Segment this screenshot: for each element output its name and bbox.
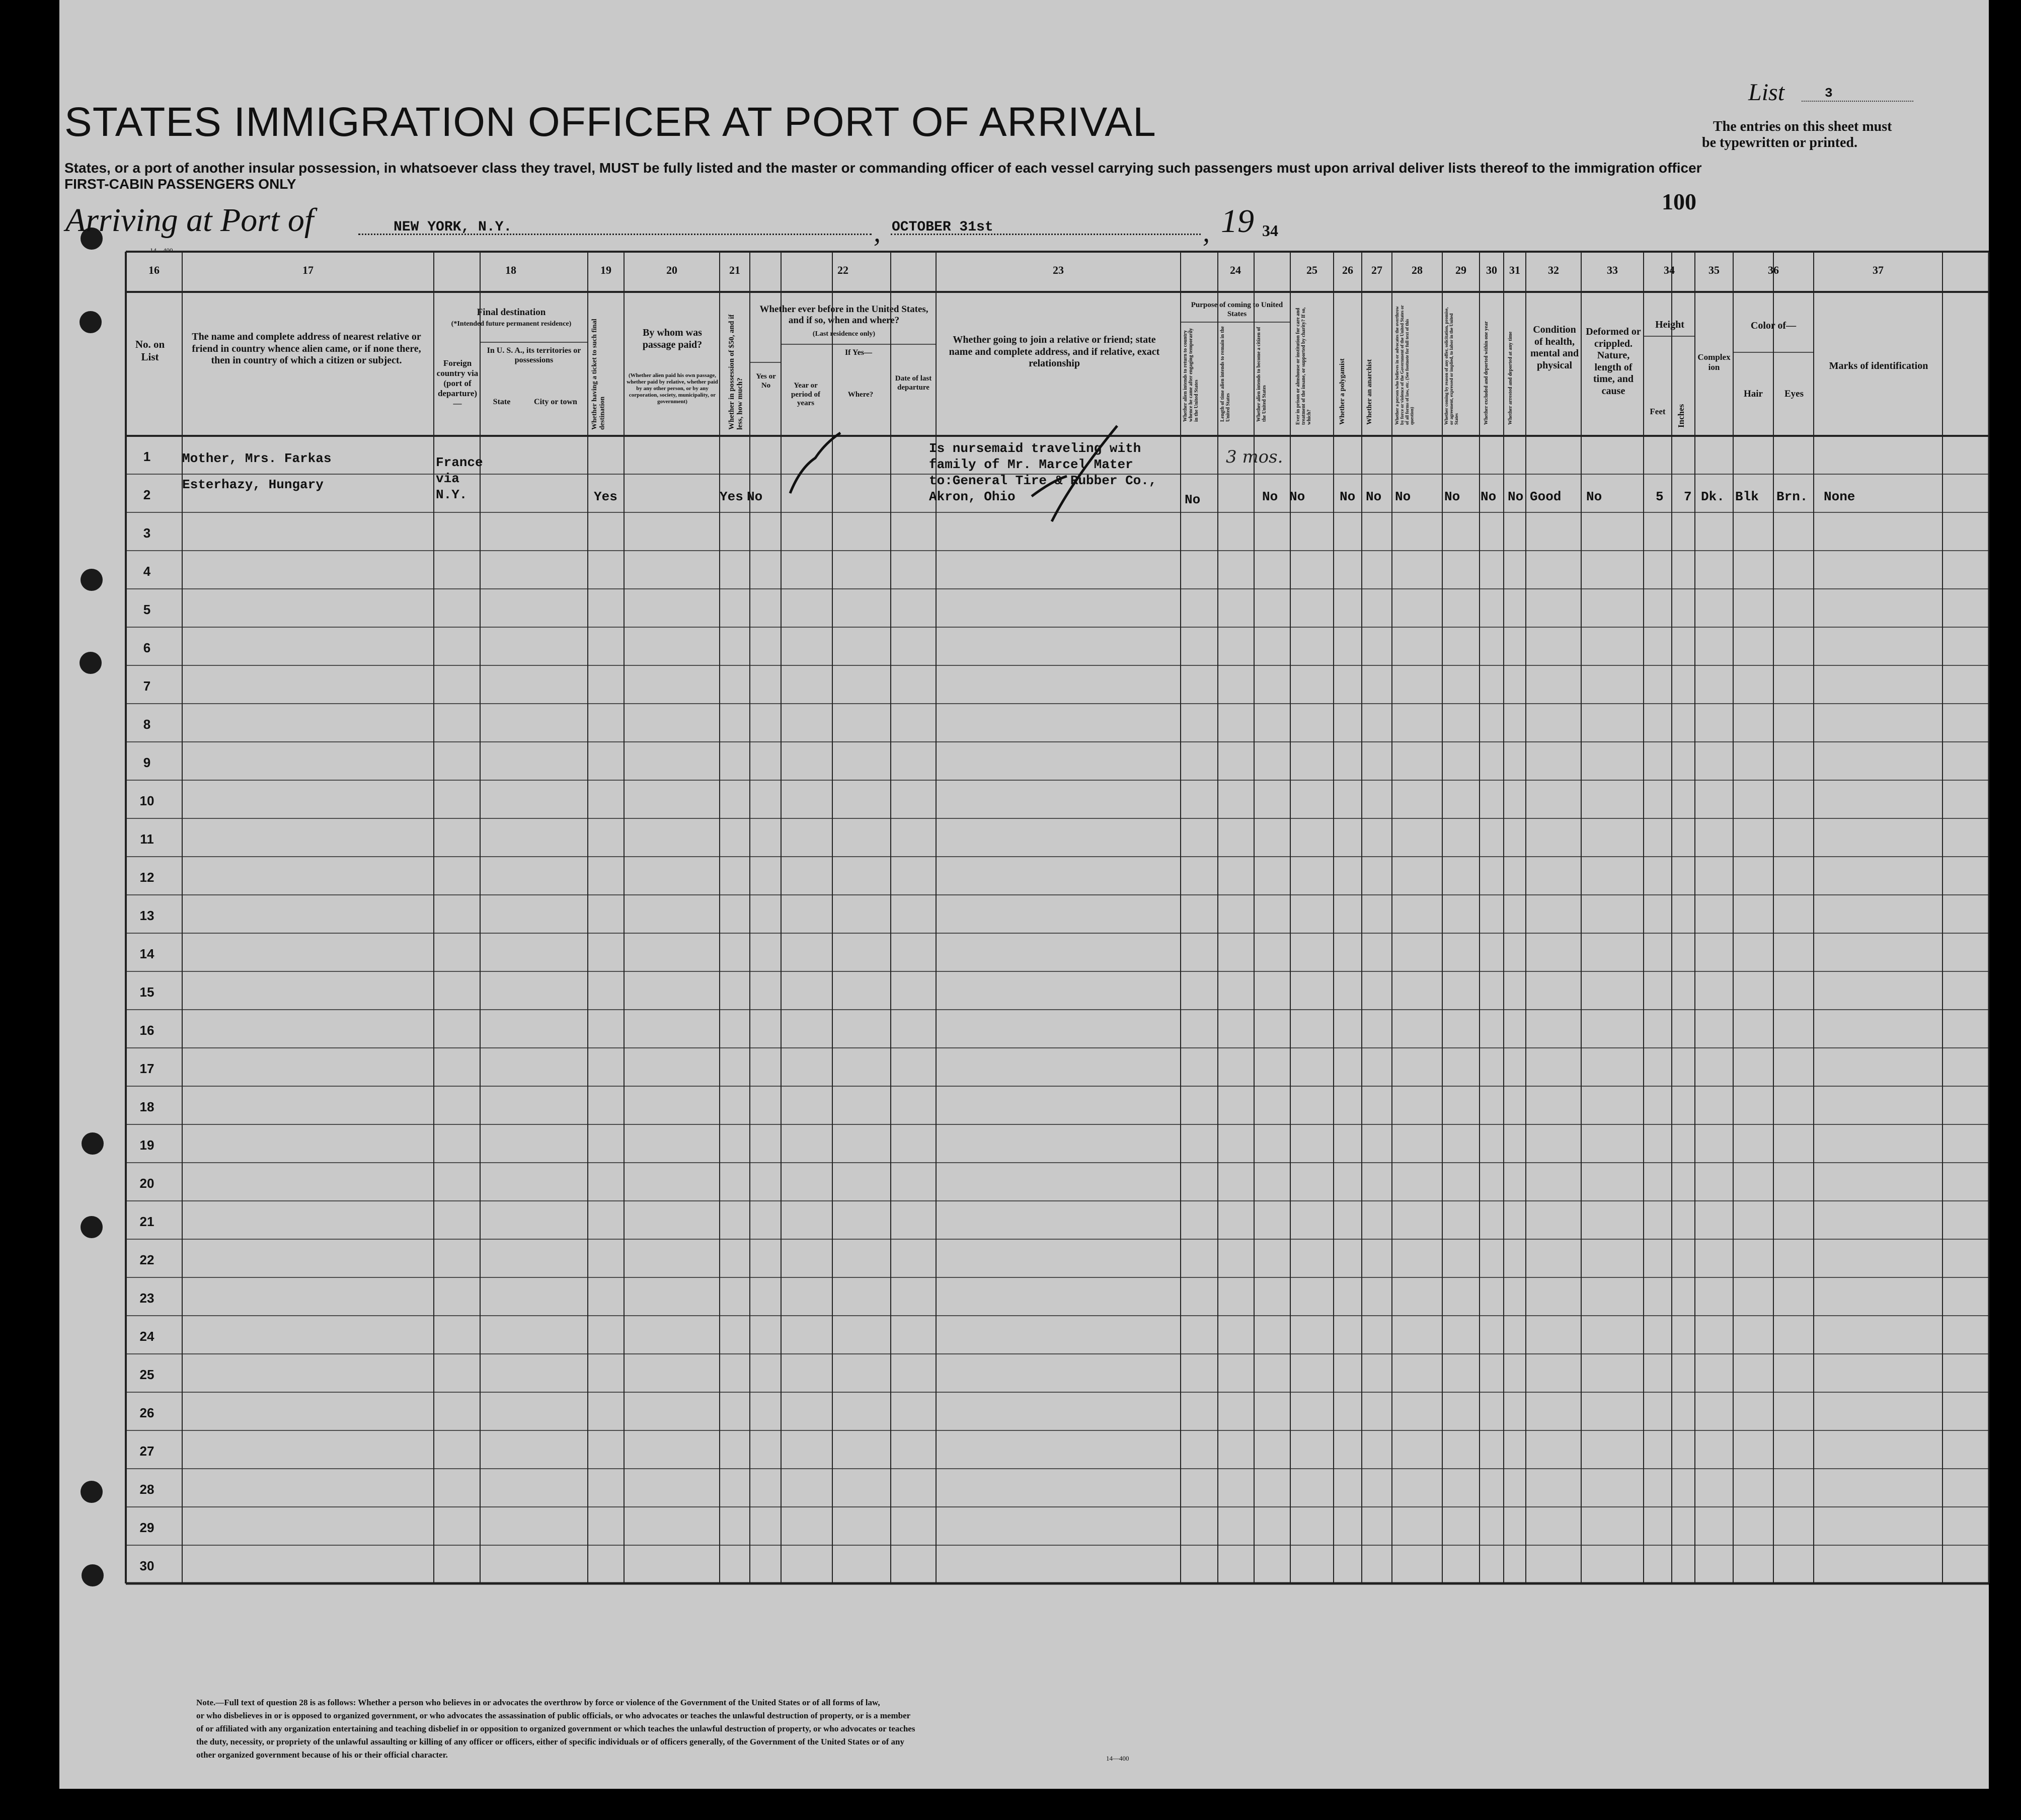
header-polygamist: Whether a polygamist [1339, 358, 1346, 425]
instruction-text: States, or a port of another insular possession, in whatsoever class they travel, MUST be fully listed and the master or commanding officer of each vessel carrying such passengers must upon arrival deliver lists thereof to the immigration officer [64, 160, 1702, 176]
row-number: 13 [139, 908, 154, 923]
entry-relative: Esterhazy, Hungary [182, 477, 324, 492]
entry-arrested: No [1508, 489, 1524, 504]
footnote-line: the duty, necessity, or propriety of the unlawful assaulting or killing of any officer or officers, either of specific individuals or of officers generally, of the Government of the United States or of any [196, 1737, 904, 1747]
header-complexion: Complexion [1697, 352, 1731, 372]
page-title: STATES IMMIGRATION OFFICER AT PORT OF ARRIVAL [64, 99, 1156, 145]
form-code: 14—400 [150, 247, 173, 254]
row-number: 2 [143, 487, 151, 502]
check-mark [1022, 421, 1127, 526]
column-number: 27 [1371, 264, 1382, 276]
header-arrested: Whether arrested and deported at any time [1508, 331, 1513, 425]
header-passage-paid-sub: (Whether alien paid his own passage, whether paid by relative, whether paid by any other person, or by any corporation, society, municipality, or government) [627, 372, 718, 405]
row-number: 6 [143, 640, 151, 655]
row-number: 14 [139, 946, 154, 961]
header-year-period: Year or period of years [791, 382, 820, 408]
entry-labor-offer: No [1444, 489, 1460, 504]
header-join-relative: Whether going to join a relative or friend; state name and complete address, and if relative, exact relationship [949, 334, 1160, 369]
entry-ever-before: No [747, 489, 763, 504]
header-no-on-list: No. on List [135, 338, 165, 363]
header-last-residence: (Last residence only) [812, 330, 876, 338]
header-labor-offer: Whether coming by reason of any offer, solicitation, promise, or agreement, expressed or implied, to labor in the United States [1444, 307, 1459, 425]
entry-complexion: Dk. [1701, 489, 1725, 504]
entry-relative: Mother, Mrs. Farkas [182, 451, 332, 466]
entry-excluded: No [1481, 489, 1497, 504]
column-number: 35 [1708, 264, 1720, 276]
header-ever-before: Whether ever before in the United States, and if so, when and where? [759, 304, 928, 326]
row-number: 21 [139, 1214, 154, 1229]
entry-join: Akron, Ohio [929, 489, 1016, 504]
column-number: 18 [505, 264, 516, 276]
row-number: 11 [140, 831, 154, 847]
entry-health: Good [1530, 489, 1562, 504]
row-number: 9 [143, 755, 151, 770]
header-feet: Feet [1650, 407, 1666, 416]
column-number: 24 [1230, 264, 1241, 276]
header-final-destination-sub: (*Intended future permanent residence) [451, 320, 572, 328]
row-number: 8 [143, 717, 151, 732]
header-fifty-dollars: Whether in possession of $50, and if less, how much? [728, 314, 744, 430]
entry-foreign-country: via [436, 471, 459, 486]
row-number: 25 [139, 1367, 154, 1382]
entry-eyes: Brn. [1776, 489, 1808, 504]
row-number: 24 [139, 1329, 154, 1344]
year-suffix: 34 [1262, 221, 1278, 240]
comma: , [1203, 217, 1210, 248]
entry-fifty-dollars: Yes [720, 489, 743, 504]
header-height: Height [1655, 319, 1684, 330]
header-prison: Ever in prison or almshouse or institution for care and treatment of the insane, or supported by charity? If so, which? [1295, 307, 1312, 425]
date-value: OCTOBER 31st [892, 219, 993, 235]
column-number: 21 [729, 264, 740, 276]
row-number: 22 [139, 1252, 154, 1267]
header-city: City or town [534, 398, 577, 406]
column-number: 32 [1548, 264, 1559, 276]
page-number: 100 [1662, 189, 1696, 214]
header-color-of: Color of— [1750, 320, 1797, 331]
footnote-line: of or affiliated with any organization entertaining and teaching disbelief in or opposition to organized government or which teaches the unlawful destruction of property, or who advocates or teaches [196, 1724, 915, 1733]
entry-join: family of Mr. Marcel Mater [929, 457, 1133, 472]
row-number: 29 [139, 1520, 154, 1535]
entry-foreign-country: France [436, 455, 483, 470]
header-final-destination: Final destination [477, 307, 546, 318]
header-excluded: Whether excluded and deported within one year [1484, 321, 1489, 425]
header-hair: Hair [1744, 389, 1763, 399]
column-number: 28 [1412, 264, 1423, 276]
entry-polygamist: No [1340, 489, 1356, 504]
row-number: 19 [139, 1138, 154, 1153]
column-number: 37 [1873, 264, 1884, 276]
header-where: Where? [847, 391, 874, 399]
header-if-yes: If Yes— [844, 348, 873, 357]
header-anarchist: Whether an anarchist [1366, 359, 1373, 425]
header-ticket: Whether having a ticket to such final destination [591, 319, 606, 430]
entry-prison: No [1289, 489, 1305, 504]
column-number: 30 [1486, 264, 1497, 276]
year-prefix: 19 [1221, 203, 1254, 240]
entry-foreign-country: N.Y. [436, 487, 468, 502]
row-number: 7 [143, 678, 151, 694]
column-number: 22 [837, 264, 848, 276]
header-last-departure: Date of last departure [895, 374, 932, 392]
row-number: 3 [143, 525, 151, 541]
entry-hair: Blk [1735, 489, 1759, 504]
row-number: 5 [143, 602, 151, 617]
list-number: 3 [1825, 86, 1833, 101]
header-state: State [493, 398, 511, 406]
entry-ticket: Yes [594, 489, 617, 504]
column-number: 26 [1342, 264, 1353, 276]
footnote-line: or who disbelieves in or is opposed to organized government, or who advocates the assassination of public officials, or who advocates or teaches the unlawful destruction of property, or is a member [196, 1711, 911, 1720]
row-number: 10 [139, 793, 154, 808]
header-return-intent: Whether alien intends to return to country whence he came after engaging temporarily in the United States [1183, 328, 1199, 422]
list-label: List [1748, 79, 1785, 106]
header-length-of-stay: Length of time alien intends to remain in the United States [1220, 326, 1231, 422]
entry-return-intent: No [1185, 492, 1201, 507]
column-number: 17 [302, 264, 314, 276]
row-number: 1 [143, 449, 151, 464]
column-number: 29 [1455, 264, 1466, 276]
footnote-code: 14—400 [1106, 1755, 1129, 1762]
arriving-label: Arriving at Port of [65, 202, 314, 239]
column-number: 23 [1053, 264, 1064, 276]
column-number: 34 [1664, 264, 1675, 276]
row-number: 20 [139, 1176, 154, 1191]
comma: , [874, 217, 881, 248]
row-number: 12 [139, 870, 154, 885]
entry-join: to:General Tire & Rubber Co., [929, 473, 1157, 488]
port-value: NEW YORK, N.Y. [394, 219, 512, 235]
row-number: 18 [139, 1099, 154, 1114]
header-usa: In U. S. A., its territories or possessions [487, 346, 581, 364]
header-yes-no: Yes or No [756, 372, 776, 390]
entry-feet: 5 [1656, 489, 1664, 504]
header-eyes: Eyes [1784, 389, 1804, 399]
column-number: 33 [1607, 264, 1618, 276]
entry-marks: None [1824, 489, 1855, 504]
row-number: 27 [139, 1444, 154, 1459]
entry-inches: 7 [1684, 489, 1692, 504]
column-number: 20 [666, 264, 677, 276]
row-number: 30 [139, 1558, 154, 1573]
entry-citizen-intent: No [1262, 489, 1278, 504]
row-number: 4 [143, 564, 151, 579]
row-number: 17 [139, 1061, 154, 1076]
typewritten-note: be typewritten or printed. [1702, 135, 1857, 150]
row-number: 26 [139, 1405, 154, 1420]
header-nearest-relative: The name and complete address of nearest relative or friend in country whence alien came, or if none there, then in country of which a citizen or subject. [192, 331, 421, 366]
row-number: 23 [139, 1291, 154, 1306]
column-number: 25 [1306, 264, 1317, 276]
header-passage-paid: By whom was passage paid? [642, 327, 703, 350]
column-number: 16 [148, 264, 160, 276]
column-number: 36 [1768, 264, 1779, 276]
column-number: 31 [1509, 264, 1520, 276]
header-citizen-intent: Whether alien intends to become a citizen of the United States [1256, 327, 1267, 422]
header-health: Condition of health, mental and physical [1530, 324, 1579, 371]
header-foreign-country: Foreign country via (port of departure)— [436, 358, 479, 409]
entry-anarchist: No [1366, 489, 1382, 504]
row-number: 15 [139, 984, 154, 1000]
header-marks: Marks of identification [1829, 360, 1928, 371]
footnote-line: other organized government because of his or their official character. [196, 1750, 448, 1760]
header-purpose: Purpose of coming to United States [1191, 301, 1283, 318]
entry-overthrow: No [1395, 489, 1411, 504]
header-overthrow: Whether a person who believes in or advocates the overthrow by force or violence of the Government of the United States or of all forms of law, etc. (See footnote for full text of this question) [1394, 305, 1415, 425]
entry-deformed: No [1586, 489, 1602, 504]
header-deformed: Deformed or crippled. Nature, length of time, and cause [1586, 326, 1641, 397]
check-mark [785, 428, 845, 503]
row-number: 16 [139, 1023, 154, 1038]
column-number: 19 [600, 264, 611, 276]
header-inches: Inches [1676, 404, 1686, 428]
handwritten-months: 3 mos. [1226, 447, 1283, 467]
row-number: 28 [139, 1482, 154, 1497]
footnote-line: Note.—Full text of question 28 is as follows: Whether a person who believes in or advocates the overthrow by force or violence of the Government of the United States or of all forms of law, [196, 1698, 880, 1707]
first-cabin-label: FIRST-CABIN PASSENGERS ONLY [64, 176, 296, 192]
entry-join: Is nursemaid traveling with [929, 441, 1141, 456]
typewritten-note: The entries on this sheet must [1713, 119, 1892, 134]
